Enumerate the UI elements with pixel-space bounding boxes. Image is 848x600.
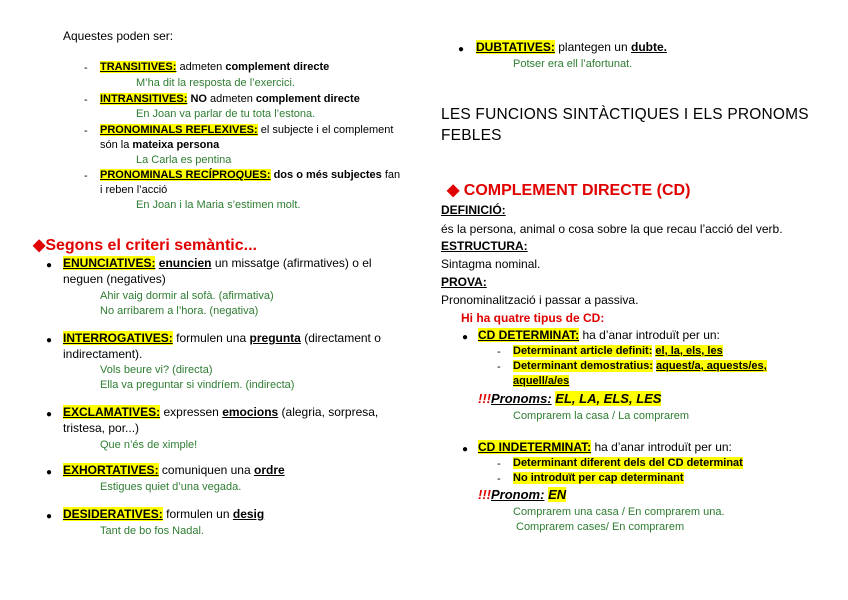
- cd-determinat-d2: [513, 360, 767, 372]
- tipus-text: Hi ha quatre tipus de CD:: [461, 311, 605, 325]
- cd-heading-text: COMPLEMENT DIRECTE (CD): [463, 182, 691, 199]
- dash-marker: -: [84, 62, 88, 74]
- prova-label: PROVA:: [441, 275, 487, 289]
- bullet-icon: ●: [46, 335, 53, 346]
- reciproques-line: [100, 169, 400, 181]
- reflexives-term: PRONOMINALS REFLEXIVES:: [100, 124, 258, 136]
- page-title-line1: LES FUNCIONS SINTÀCTIQUES I ELS PRONOMS: [441, 106, 809, 123]
- reflexives-line2: [100, 139, 219, 151]
- reflexives-example: La Carla es pentina: [136, 154, 232, 166]
- dash-marker: -: [84, 125, 88, 137]
- desideratives-line: [63, 507, 264, 521]
- cd-determinat-pronoms: [478, 391, 661, 406]
- cd-determinat-d2-label: Determinant demostratius:: [513, 360, 653, 372]
- interrogatives-key: pregunta: [249, 331, 301, 345]
- enunciatives-term: ENUNCIATIVES:: [63, 256, 156, 270]
- reciproques-term: PRONOMINALS RECÍPROQUES:: [100, 169, 271, 181]
- intro-text: Aquestes poden ser:: [63, 29, 174, 43]
- cd-determinat-text: ha d’anar introduït per un:: [582, 328, 720, 342]
- cd-determinat-d2-cont: aquell/a/es: [513, 375, 570, 387]
- transitives-example: M’ha dit la resposta de l’exercici.: [136, 77, 295, 89]
- exclamatives-ex1: Que n’és de ximple!: [100, 439, 198, 451]
- exclamatives-term: EXCLAMATIVES:: [63, 405, 161, 419]
- page-title-line2: FEBLES: [441, 127, 502, 144]
- estructura-label: ESTRUCTURA:: [441, 239, 528, 253]
- cd-indeterminat-text: ha d’anar introduït per un:: [594, 440, 732, 454]
- dubtatives-text: plantegen un: [558, 40, 628, 54]
- exhortatives-key: ordre: [253, 463, 285, 477]
- pronoms-label: Pronoms:: [491, 391, 552, 406]
- exclamatives-line: [63, 405, 378, 419]
- pronom-value: EN: [548, 487, 567, 502]
- pronoms-value: EL, LA, ELS, LES: [555, 391, 662, 406]
- estructura-text: Sintagma nominal.: [441, 257, 541, 271]
- intransitives-no: NO: [190, 93, 207, 105]
- cd-determinat-d1: [513, 345, 723, 357]
- enunciatives-text: un missatge (afirmatives) o el: [214, 256, 372, 270]
- cd-indeterminat-line: [478, 440, 732, 454]
- interrogatives-text2: (directament o: [304, 331, 381, 345]
- cd-indeterminat-ex2: Comprarem cases/ En comprarem: [516, 521, 685, 533]
- bullet-icon: ●: [462, 444, 469, 455]
- cd-heading: [447, 180, 690, 200]
- dash-marker: -: [497, 473, 501, 485]
- cd-determinat-line: [478, 328, 720, 342]
- intransitives-term: INTRANSITIVES:: [100, 93, 188, 105]
- enunciatives-line2: neguen (negatives): [63, 272, 166, 286]
- pronom-label: Pronom:: [491, 487, 545, 502]
- definicio-text: és la persona, animal o cosa sobre la que recau l’acció del verb.: [441, 222, 783, 236]
- exhortatives-line: [63, 463, 285, 477]
- transitives-term: TRANSITIVES:: [100, 61, 177, 73]
- bullet-icon: ●: [46, 511, 53, 522]
- interrogatives-line2: indirectament).: [63, 347, 143, 361]
- diamond-icon: ◆: [447, 182, 460, 199]
- reciproques-key: dos o més subjectes: [273, 169, 382, 181]
- enunciatives-key: enuncien: [158, 256, 212, 270]
- interrogatives-ex1: Vols beure vi? (directa): [100, 364, 213, 376]
- intransitives-line: [100, 93, 360, 105]
- enunciatives-ex2: No arribarem a l’hora. (negativa): [100, 305, 259, 317]
- dash-marker: -: [84, 94, 88, 106]
- interrogatives-text: formulen una: [176, 331, 247, 345]
- enunciatives-ex1: Ahir vaig dormir al sofà. (afirmativa): [100, 290, 274, 302]
- dash-marker: -: [497, 458, 501, 470]
- transitives-line: [100, 61, 329, 73]
- desideratives-text: formulen un: [166, 507, 230, 521]
- cd-determinat-d1-value: el, la, els, les: [655, 345, 723, 357]
- desideratives-term: DESIDERATIVES:: [63, 507, 163, 521]
- cd-indeterminat-d2: No introduït per cap determinant: [513, 472, 684, 484]
- pronoms-prefix: !!!: [478, 391, 491, 406]
- dubtatives-ex1: Potser era ell l’afortunat.: [513, 58, 633, 70]
- bullet-icon: ●: [46, 409, 53, 420]
- reflexives-text: el subjecte i el complement: [260, 124, 394, 136]
- dash-marker: -: [84, 170, 88, 182]
- reflexives-line: [100, 124, 393, 136]
- cd-indeterminat-ex1: Comprarem una casa / En comprarem una.: [513, 506, 725, 518]
- definicio-label: DEFINICIÓ:: [441, 203, 506, 217]
- dash-marker: -: [497, 361, 501, 373]
- diamond-icon: ◆: [33, 237, 46, 254]
- bullet-icon: ●: [462, 332, 469, 343]
- cd-determinat-example: Comprarem la casa / La comprarem: [513, 410, 690, 422]
- exhortatives-term: EXHORTATIVES:: [63, 463, 159, 477]
- intransitives-text: admeten: [210, 93, 253, 105]
- dubtatives-term: DUBTATIVES:: [476, 40, 555, 54]
- semantic-heading: [33, 235, 257, 255]
- cd-indeterminat-term: CD INDETERMINAT:: [478, 440, 592, 454]
- pronom-prefix: !!!: [478, 487, 491, 502]
- interrogatives-term: INTERROGATIVES:: [63, 331, 173, 345]
- bullet-icon: ●: [46, 467, 53, 478]
- exclamatives-key: emocions: [222, 405, 279, 419]
- transitives-text: admeten: [179, 61, 223, 73]
- desideratives-key: desig: [232, 507, 265, 521]
- intransitives-example: En Joan va parlar de tu tota l’estona.: [136, 108, 316, 120]
- interrogatives-line: [63, 331, 381, 345]
- reciproques-line2: i reben l’acció: [100, 184, 168, 196]
- enunciatives-line: [63, 256, 372, 270]
- exclamatives-text2: (alegria, sorpresa,: [281, 405, 379, 419]
- prova-text: Pronominalització i passar a passiva.: [441, 293, 639, 307]
- transitives-key: complement directe: [225, 61, 330, 73]
- cd-determinat-d1-label: Determinant article definit:: [513, 345, 653, 357]
- exhortatives-ex1: Estigues quiet d’una vegada.: [100, 481, 242, 493]
- exclamatives-text: expressen: [163, 405, 219, 419]
- bullet-icon: ●: [458, 44, 465, 55]
- dash-marker: -: [497, 346, 501, 358]
- reflexives-key: mateixa persona: [132, 139, 220, 151]
- exhortatives-text: comuniquen una: [161, 463, 251, 477]
- reciproques-text: fan: [384, 169, 401, 181]
- desideratives-ex1: Tant de bo fos Nadal.: [100, 525, 204, 537]
- bullet-icon: ●: [46, 260, 53, 271]
- dubtatives-key: dubte.: [630, 40, 667, 54]
- cd-indeterminat-d1: Determinant diferent dels del CD determinat: [513, 457, 743, 469]
- cd-determinat-d2-value: aquest/a, aquests/es,: [656, 360, 767, 372]
- reflexives-text2: són la: [100, 139, 130, 151]
- cd-determinat-term: CD DETERMINAT:: [478, 328, 580, 342]
- semantic-heading-text: Segons el criteri semàntic...: [45, 237, 257, 254]
- intransitives-key: complement directe: [255, 93, 360, 105]
- dubtatives-line: [476, 40, 667, 54]
- reciproques-example: En Joan i la Maria s’estimen molt.: [136, 199, 301, 211]
- cd-indeterminat-pronom: [478, 487, 566, 502]
- exclamatives-line2: tristesa, por...): [63, 421, 140, 435]
- interrogatives-ex2: Ella va preguntar si vindríem. (indirecta): [100, 379, 295, 391]
